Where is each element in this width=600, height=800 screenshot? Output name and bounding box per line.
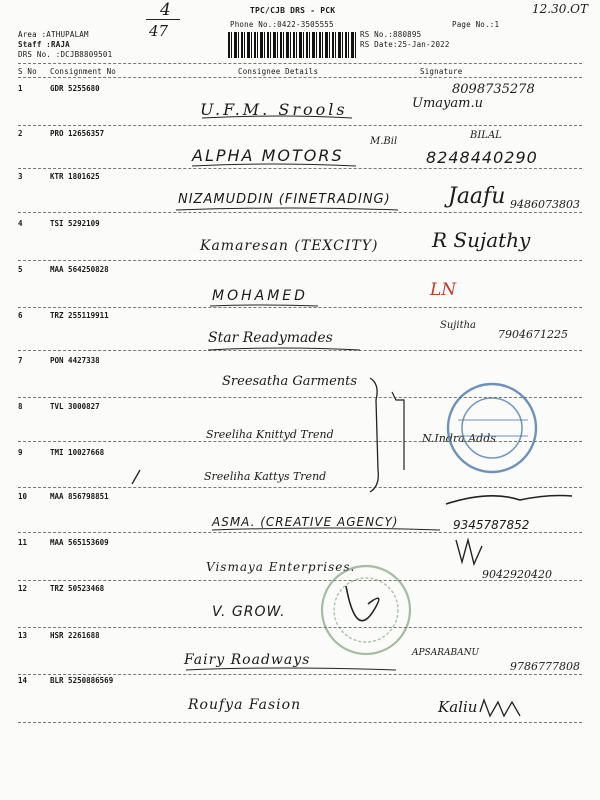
row-phone-hand: 9486073803 xyxy=(510,198,580,211)
row-sign-hand: Jaafu xyxy=(448,184,506,209)
rs-date: RS Date:25-Jan-2022 xyxy=(360,40,450,49)
row-sign-hand: LN xyxy=(430,280,457,300)
hand-page-fraction-den: 47 xyxy=(149,22,169,40)
row-phone-hand: 8248440290 xyxy=(426,148,538,167)
ink-underline xyxy=(208,348,360,350)
row-sign-hand: R Sujathy xyxy=(432,228,531,252)
row-consignment: PON 4427338 xyxy=(50,356,100,365)
row-consignment: BLR 5250886569 xyxy=(50,676,114,685)
row-consignee-hand: Roufya Fasion xyxy=(188,697,302,713)
row-consignment: MAA 856798851 xyxy=(50,492,109,501)
row-extra-hand: BILAL xyxy=(470,130,502,141)
row-sno: 6 xyxy=(18,311,23,320)
ink-underline xyxy=(192,164,356,166)
blue-stamp-band xyxy=(458,420,528,436)
row-phone-hand: 7904671225 xyxy=(498,328,568,341)
row-consignment: TVL 3000827 xyxy=(50,402,100,411)
row-sign-hand: Sujitha xyxy=(440,320,477,331)
row-consignee-hand: Sreeliha Knittyd Trend xyxy=(206,428,334,441)
row-sign-hand: M.Bil xyxy=(370,136,398,147)
row-sno: 4 xyxy=(18,219,23,228)
row-sno: 12 xyxy=(18,584,28,593)
row-sno: 3 xyxy=(18,172,23,181)
row-consignee-hand: U.F.M. Srools xyxy=(200,100,348,119)
row-consignee-hand: Star Readymades xyxy=(208,330,333,346)
ink-tick xyxy=(132,470,140,484)
ink-bracket xyxy=(392,392,404,470)
row-sno: 1 xyxy=(18,84,23,93)
row-sno: 5 xyxy=(18,265,23,274)
row-consignee-hand: V. GROW. xyxy=(212,604,286,620)
row-sign-hand: APSARABANU xyxy=(412,648,480,658)
row-phone-hand: 9345787852 xyxy=(453,518,530,532)
staff-label: Staff :RAJA xyxy=(18,40,70,49)
row-consignee-hand: ASMA. (CREATIVE AGENCY) xyxy=(212,515,399,529)
row-consignee-hand: Sreeliha Kattys Trend xyxy=(204,470,327,483)
ink-underline xyxy=(176,208,398,210)
col-header-consignee: Consignee Details xyxy=(238,67,319,76)
col-header-signature: Signature xyxy=(420,67,463,76)
row-consignee-hand: ALPHA MOTORS xyxy=(192,146,344,165)
ink-signature xyxy=(446,496,572,505)
row-consignment: KTR 1801625 xyxy=(50,172,100,181)
hand-time-note: 12.30.OT xyxy=(532,2,589,16)
row-phone-hand: 9042920420 xyxy=(482,568,552,581)
row-sno: 7 xyxy=(18,356,23,365)
hand-page-fraction-num: 4 xyxy=(160,0,171,20)
row-sno: 13 xyxy=(18,631,28,640)
ink-signature xyxy=(346,586,379,621)
row-consignment: MAA 565153609 xyxy=(50,538,109,547)
row-consignment: TRZ 255119911 xyxy=(50,311,109,320)
blue-stamp-inner xyxy=(462,398,522,458)
row-consignment: HSR 2261688 xyxy=(50,631,100,640)
ink-underline xyxy=(186,668,396,670)
row-sign-hand: Kaliu xyxy=(438,698,478,716)
drs-number: DRS No. :DCJB8809501 xyxy=(18,50,113,59)
row-consignment: TRZ 50523468 xyxy=(50,584,105,593)
ink-underline xyxy=(202,116,352,118)
green-stamp xyxy=(322,566,410,654)
col-header-consignment: Consignment No xyxy=(50,67,117,76)
row-phone-hand: 8098735278 xyxy=(452,82,535,97)
row-sno: 8 xyxy=(18,402,23,411)
document-title: TPC/CJB DRS - PCK xyxy=(250,6,336,15)
row-sign-hand: Umayam.u xyxy=(412,96,483,111)
row-consignment: TSI 5292109 xyxy=(50,219,100,228)
ink-bracket xyxy=(370,378,378,492)
row-consignee-hand: Fairy Roadways xyxy=(184,652,311,668)
row-consignee-hand: Sreesatha Garments xyxy=(222,374,358,389)
row-consignee-hand: Kamaresan (TEXCITY) xyxy=(200,238,379,254)
row-consignment: PRO 12656357 xyxy=(50,129,105,138)
ink-underline xyxy=(210,305,318,306)
row-consignee-hand: NIZAMUDDIN (FINETRADING) xyxy=(178,192,391,207)
col-header-sno: S No xyxy=(18,67,37,76)
row-sno: 10 xyxy=(18,492,28,501)
rs-number: RS No.:880895 xyxy=(360,30,422,39)
area-label: Area :ATHUPALAM xyxy=(18,30,89,39)
row-sno: 2 xyxy=(18,129,23,138)
row-sno: 14 xyxy=(18,676,28,685)
row-consignment: MAA 564250828 xyxy=(50,265,109,274)
ink-underline xyxy=(212,528,440,530)
phone-number: Phone No.:0422-3505555 xyxy=(230,20,334,29)
row-consignee-hand: MOHAMED xyxy=(212,288,308,304)
row-sno: 9 xyxy=(18,448,23,457)
green-stamp-inner xyxy=(334,578,398,642)
row-sno: 11 xyxy=(18,538,28,547)
row-consignment: TMI 10027668 xyxy=(50,448,105,457)
row-consignee-hand: Vismaya Enterprises. xyxy=(206,560,356,574)
row-consignment: GDR 5255680 xyxy=(50,84,100,93)
page-number: Page No.:1 xyxy=(452,20,500,29)
ink-signature xyxy=(456,540,482,564)
ink-signature xyxy=(480,700,520,716)
row-phone-hand: 9786777808 xyxy=(510,660,580,673)
row-sign-hand: N.Indra Adds xyxy=(422,432,496,445)
